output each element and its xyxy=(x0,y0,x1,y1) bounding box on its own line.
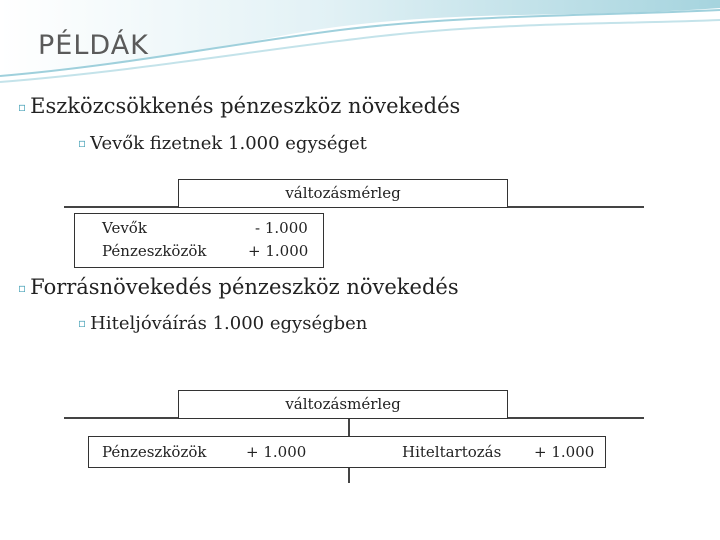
heading-2-text: Forrásnövekedés pénzeszköz növekedés xyxy=(30,275,459,299)
slide-title: PÉLDÁK xyxy=(38,30,149,61)
t-account-1-header: változásmérleg xyxy=(178,179,508,208)
t-account-1-label-2: Pénzeszközök xyxy=(102,242,207,260)
bullet-icon: ▫ xyxy=(18,100,27,114)
t-account-2-right-label: Hiteltartozás xyxy=(402,443,502,461)
t-account-1-label-1: Vevők xyxy=(102,219,147,237)
bullet-icon: ▫ xyxy=(18,281,27,295)
bullet-icon: ▫ xyxy=(78,316,87,330)
t-account-1-value-2: + 1.000 xyxy=(248,242,309,260)
bullet-icon: ▫ xyxy=(78,136,87,150)
subitem-1-text: Vevők fizetnek 1.000 egységet xyxy=(90,133,367,154)
heading-1-text: Eszközcsökkenés pénzeszköz növekedés xyxy=(30,94,461,118)
subitem-2-text: Hiteljóváírás 1.000 egységben xyxy=(90,313,368,334)
t-account-2-left-label: Pénzeszközök xyxy=(102,443,207,461)
bullet-heading-2 xyxy=(18,275,459,299)
t-account-1-value-1: - 1.000 xyxy=(255,219,308,237)
bullet-heading-1 xyxy=(18,94,460,118)
bullet-subitem-2 xyxy=(78,313,367,334)
t-account-2-right-value: + 1.000 xyxy=(534,443,595,461)
bullet-subitem-1 xyxy=(78,133,367,154)
t-account-2-header: változásmérleg xyxy=(178,390,508,419)
t-account-2-left-value: + 1.000 xyxy=(246,443,307,461)
